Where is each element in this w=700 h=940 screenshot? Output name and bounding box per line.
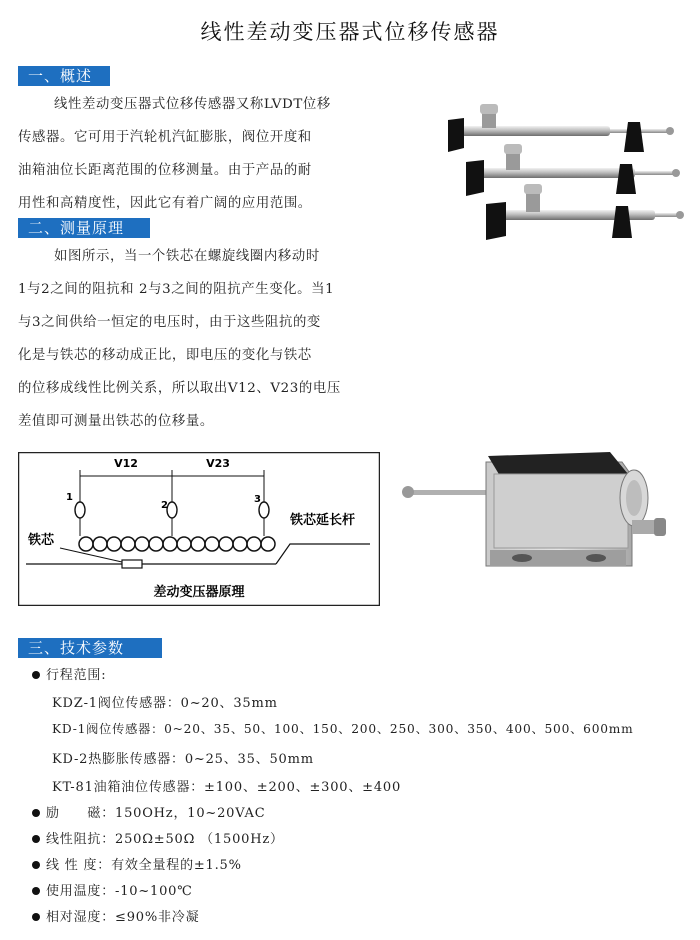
section-heading-principle: 二、测量原理 xyxy=(18,218,150,238)
block-sensor-photo xyxy=(396,446,680,596)
overview-line: 用性和高精度性，因此它有着广阔的应用范围。 xyxy=(18,196,312,211)
core-label: 铁芯 xyxy=(28,533,55,548)
spec-item-stroke xyxy=(32,664,106,683)
lvdt-sensors-photo xyxy=(440,100,690,265)
bullet-icon xyxy=(32,913,40,921)
sensor-unit xyxy=(466,144,680,196)
terminal-3-label: 3 xyxy=(254,494,261,505)
sensor-unit xyxy=(448,104,674,152)
spec-item xyxy=(32,906,199,925)
stroke-item: KT-81油箱油位传感器：±100、±200、±300、±400 xyxy=(52,780,402,795)
principle-paragraph xyxy=(18,240,388,438)
principle-line: 如图所示，当一个铁芯在螺旋线圈内移动时 xyxy=(54,249,320,264)
terminal-1-label: 1 xyxy=(66,492,73,503)
spec-text: 使用温度：-10~100℃ xyxy=(46,884,193,899)
rod-label: 铁芯延长杆 xyxy=(290,513,356,528)
lvdt-principle-diagram xyxy=(18,452,380,606)
sensor-unit xyxy=(486,184,684,240)
spec-text: 线性阻抗：250Ω±50Ω （1500Hz） xyxy=(46,832,284,847)
spec-item xyxy=(32,854,242,873)
iron-core xyxy=(122,560,142,568)
spec-item xyxy=(32,802,265,821)
spec-text: 励 磁：150OHz，10~20VAC xyxy=(46,806,266,821)
principle-line: 差值即可测量出铁芯的位移量。 xyxy=(18,414,214,429)
section-heading-specs: 三、技术参数 xyxy=(18,638,162,658)
bullet-icon xyxy=(32,809,40,817)
spec-item xyxy=(32,880,193,899)
spec-text: 线 性 度：有效全量程的±1.5% xyxy=(46,858,242,873)
spec-item xyxy=(32,828,284,847)
overview-line: 线性差动变压器式位移传感器又称LVDT位移 xyxy=(54,97,331,112)
bullet-icon xyxy=(32,887,40,895)
principle-line: 化是与铁芯的移动成正比，即电压的变化与铁芯 xyxy=(18,348,312,363)
overview-line: 传感器。它可用于汽轮机汽缸膨胀，阀位开度和 xyxy=(18,130,312,145)
principle-line: 与3之间供给一恒定的电压时，由于这些阻抗的变 xyxy=(18,315,321,330)
overview-paragraph xyxy=(18,88,398,220)
spec-text: 相对湿度：≤90%非冷凝 xyxy=(46,910,200,925)
bullet-icon xyxy=(32,861,40,869)
terminal-2-label: 2 xyxy=(161,500,168,511)
spec-label: 行程范围: xyxy=(46,668,107,683)
page-title: 线性差动变压器式位移传感器 xyxy=(200,20,500,44)
stroke-item: KDZ-1阀位传感器：0~20、35mm xyxy=(52,696,278,711)
overview-line: 油箱油位长距离范围的位移测量。由于产品的耐 xyxy=(18,163,312,178)
v23-label: V23 xyxy=(206,457,230,470)
bullet-icon xyxy=(32,671,40,679)
section-heading-overview: 一、概述 xyxy=(18,66,110,86)
diagram-caption: 差动变压器原理 xyxy=(153,585,245,600)
v12-label: V12 xyxy=(114,457,138,470)
principle-line: 的位移成线性比例关系，所以取出V12、V23的电压 xyxy=(18,381,341,396)
stroke-item: KD-2热膨胀传感器：0~25、35、50mm xyxy=(52,752,314,767)
stroke-item: KD-1阀位传感器：0~20、35、50、100、150、200、250、300、350、400、500、600mm xyxy=(52,722,634,736)
bullet-icon xyxy=(32,835,40,843)
principle-line: 1与2之间的阻抗和 2与3之间的阻抗产生变化。当1 xyxy=(18,282,335,297)
